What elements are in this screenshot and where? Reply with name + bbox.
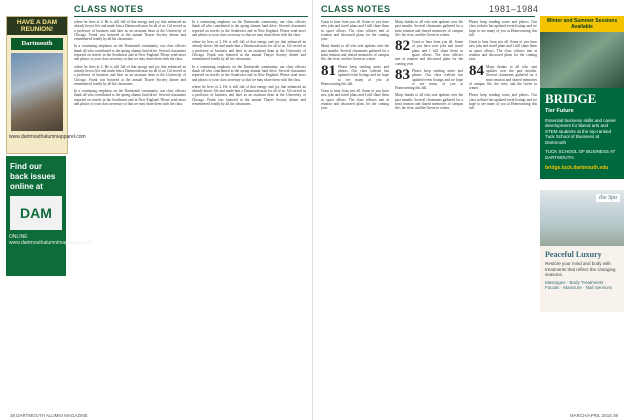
spa-ad-photo — [540, 190, 624, 246]
tuck-bridge-ad[interactable] — [540, 16, 624, 179]
left-column-1 — [74, 20, 186, 408]
spa-ad-body: Restore your mind and body with treatments that reflect the changing seasons. — [545, 261, 616, 277]
class-number-82: 82 — [395, 38, 410, 55]
dam-logo-text: DAM — [20, 205, 52, 221]
class-number-83: 83 — [395, 66, 410, 83]
spa-logo: the Spa — [596, 194, 620, 202]
right-col3-text-2: Great to hear from you all. Some of you have new jobs and travel plans and I will share them as space allows. The class officers met at reunion and discussed plans for the coming year. — [469, 40, 537, 62]
right-col3-text-4: Please keep sending notes and photos. Our class website has updated event listings and we hope to see many of you at Homecoming this fall. — [469, 93, 537, 111]
left-section-title: CLASS NOTES — [74, 4, 144, 14]
reunion-ad-url[interactable]: www.dartmouthalumniapparel.com — [9, 134, 86, 140]
reunion-ad[interactable] — [6, 16, 86, 154]
back-issues-url[interactable]: www.dartmouthalumnimagazine.com — [9, 240, 91, 246]
bridge-ad-body: Essential business skills and career development for liberal arts and STEM students at the top-ranked Tuck School of Business at Dartmouth — [545, 117, 617, 145]
right-column-1 — [321, 20, 389, 408]
right-col3-text-3: Many thanks to all who sent updates over the past months. Several classmates gathered for a mini reunion and shared memories of campus life, the river, and the Green in winter. — [469, 64, 537, 91]
right-col1-text-2: Many thanks to all who sent updates over the past months. Several classmates gathered for a mini reunion and shared memories of campus life, the river, and the Green in winter. — [321, 44, 389, 62]
dam-online-label: ONLINE — [9, 234, 28, 240]
bridge-ad-subtitle: Tier Future — [545, 108, 574, 114]
bridge-ad-photo — [540, 32, 624, 88]
right-col2-text-2: Great to hear from you all. Some of you have new jobs and travel plans and I will share them as space allows. The class officers met at reunion and discussed plans for the coming year. — [395, 40, 463, 66]
left-footer: 38 DARTMOUTH ALUMNI MAGAZINE — [10, 413, 88, 418]
year-range: 1981–1984 — [489, 4, 539, 14]
left-col1-text-4: In a continuing emphasis on the Dartmouth community, our class officers thank all who contributed to the spring alumni fund drive. Several classmates reported on travels in the Southwest and in New England. Please send news and photos to your class secretary so that we may share them with the class. — [74, 89, 186, 107]
back-issues-text: Find our back issues online at — [10, 162, 56, 191]
left-col2-text-4: where he lives at 2. He is still full of that energy and joy that enhanced an already heroic life and made him a Dartmouth man for all of us. Gil served as a professor of business and later as an assistant dean at the University of Chicago. Frank was honored at the annual Thayer Society dinner and remembered fondly by all his classmates. — [192, 84, 306, 107]
left-column-2 — [192, 20, 306, 408]
left-col2-text-3: In a continuing emphasis on the Dartmouth community, our class officers thank all who contributed to the spring alumni fund drive. Several classmates reported on travels in the Southwest and in New England. Please send news and photos to your class secretary so that we may share them with the class. — [192, 64, 306, 82]
bridge-ad-title: BRIDGE — [545, 91, 597, 106]
left-col1-text: where he lives at 2. He is still full of that energy and joy that enhanced an already heroic life and made him a Dartmouth man for all of us. Gil served as a professor of business and later as an assistant dean at the University of Chicago. Frank was honored at the annual Thayer Society dinner and remembered fondly by all his classmates. — [74, 20, 186, 42]
bridge-ad-top-text: Winter and Summer Sessions Available — [540, 16, 624, 32]
reunion-photo — [11, 53, 63, 131]
right-col3-text: Please keep sending notes and photos. Our class website has updated event listings and we hope to see many of you at Homecoming this fall. — [469, 20, 537, 37]
class-number-81: 81 — [321, 62, 336, 79]
right-col2-text: Many thanks to all who sent updates over the past months. Several classmates gathered for a mini reunion and shared memories of campus life, the river, and the Green in winter. — [395, 20, 463, 37]
right-footer: MARCH/APRIL 2016 39 — [569, 413, 618, 418]
right-column-2 — [395, 20, 463, 408]
right-col2-text-3: Please keep sending notes and photos. Our class website has updated event listings and we hope to see many of you at Homecoming this fall. — [395, 68, 463, 91]
right-title-rule — [321, 16, 535, 17]
right-section-title: CLASS NOTES — [321, 4, 391, 14]
dartmouth-logo: Dartmouth — [11, 38, 63, 50]
spa-ad-title: Peaceful Luxury — [545, 250, 602, 259]
right-col1-text-3: Please keep sending notes and photos. Our class website has updated event listings and we hope to see many of you at Homecoming this fall. — [321, 64, 389, 86]
bridge-ad-url[interactable]: bridge.tuck.dartmouth.edu — [545, 165, 609, 171]
right-col1-text: Great to hear from you all. Some of you have new jobs and travel plans and I will share them as space allows. The class officers met at reunion and discussed plans for the coming year. — [321, 20, 389, 42]
left-col2-text-2: where he lives at 2. He is still full of that energy and joy that enhanced an already heroic life and made him a Dartmouth man for all of us. Gil served as a professor of business and later as an assistant dean at the University of Chicago. Frank was honored at the annual Thayer Society dinner and remembered fondly by all his classmates. — [192, 40, 306, 62]
left-col2-text: In a continuing emphasis on the Dartmouth community, our class officers thank all who contributed to the spring alumni fund drive. Several classmates reported on travels in the Southwest and in New England. Please send news and photos to your class secretary so that we may share them with the class. — [192, 20, 306, 37]
reunion-ad-headline: HAVE A DAM REUNION! — [7, 17, 67, 35]
left-ad-column — [6, 0, 91, 420]
spa-ad-services: Massages · Body Treatments · Facials · Manicure · Nail Services — [545, 279, 613, 290]
spa-ad[interactable] — [540, 190, 624, 312]
left-title-rule — [74, 16, 308, 17]
class-number-84: 84 — [469, 62, 484, 79]
right-col2-text-4: Many thanks to all who sent updates over the past months. Several classmates gathered for a mini reunion and shared memories of campus life, the river, and the Green in winter. — [395, 93, 463, 111]
dam-logo — [10, 196, 62, 230]
right-column-3 — [469, 20, 537, 408]
tuck-school-label: TUCK SCHOOL OF BUSINESS AT DARTMOUTH — [545, 149, 616, 160]
left-col1-text-3: where he lives at 2. He is still full of that energy and joy that enhanced an already heroic life and made him a Dartmouth man for all of us. Gil served as a professor of business and later as an assistant dean at the University of Chicago. Frank was honored at the annual Thayer Society dinner and remembered fondly by all his classmates. — [74, 64, 186, 86]
right-col1-text-4: Great to hear from you all. Some of you have new jobs and travel plans and I will share them as space allows. The class officers met at reunion and discussed plans for the coming year. — [321, 89, 389, 111]
back-issues-ad[interactable] — [6, 156, 91, 276]
left-col1-text-2: In a continuing emphasis on the Dartmouth community, our class officers thank all who contributed to the spring alumni fund drive. Several classmates reported on travels in the Southwest and in New England. Please send news and photos to your class secretary so that we may share them with the class. — [74, 44, 186, 62]
